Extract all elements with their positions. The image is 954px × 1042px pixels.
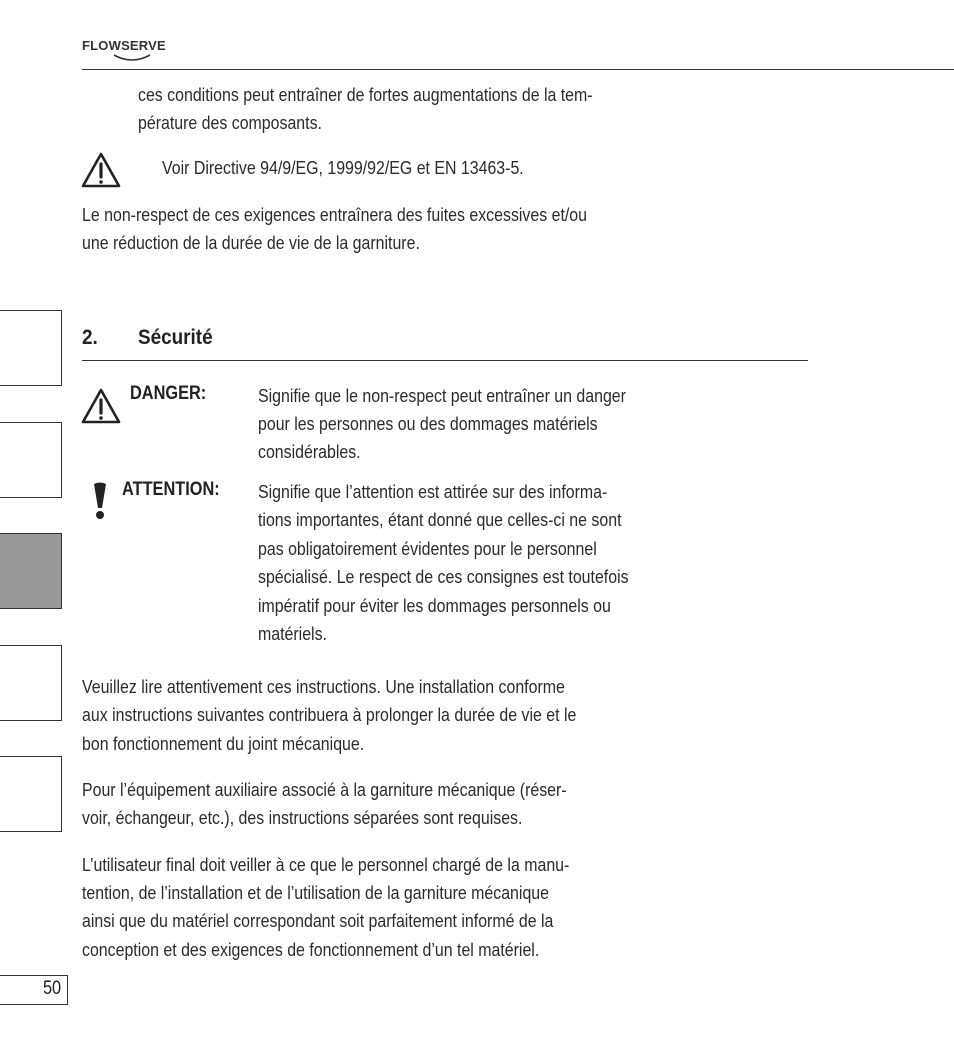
danger-line2: pour les personnes ou des dommages matériels	[258, 413, 598, 434]
attention-line5: impératif pour éviter les dommages personnels ou	[258, 595, 611, 616]
attention-line6: matériels.	[258, 623, 327, 644]
intro-continuation-line1: ces conditions peut entraîner de fortes augmentations de la tem-	[138, 84, 593, 105]
danger-triangle-icon	[80, 387, 122, 425]
danger-line1: Signifie que le non-respect peut entraîner un danger	[258, 385, 626, 406]
attention-line3: pas obligatoirement évidentes pour le personnel	[258, 538, 597, 559]
flowserve-logo: FLOWSERVE	[82, 38, 166, 53]
chapter-tab-3-active[interactable]	[0, 533, 62, 609]
chapter-tab-1[interactable]	[0, 310, 62, 386]
chapter-tab-2[interactable]	[0, 422, 62, 498]
intro-continuation-line2: pérature des composants.	[138, 112, 322, 133]
paragraph1-line2: aux instructions suivantes contribuera à prolonger la durée de vie et le	[82, 704, 577, 725]
paragraph2-line1: Pour l’équipement auxiliaire associé à la garniture mécanique (réser-	[82, 779, 567, 800]
paragraph2-line2: voir, échangeur, etc.), des instructions séparées sont requises.	[82, 807, 523, 828]
chapter-tab-4[interactable]	[0, 645, 62, 721]
warning-triangle-icon	[80, 151, 122, 189]
attention-exclamation-icon	[90, 481, 110, 521]
section-title: Sécurité	[138, 326, 213, 349]
danger-line3: considérables.	[258, 441, 361, 462]
section-heading-rule	[82, 360, 808, 361]
paragraph3-line4: conception et des exigences de fonctionnement d’un tel matériel.	[82, 939, 540, 960]
nonrespect-line2: une réduction de la durée de vie de la garniture.	[82, 232, 420, 253]
page-number: 50	[42, 978, 61, 999]
attention-line1: Signifie que l’attention est attirée sur des informa-	[258, 481, 608, 502]
paragraph3-line1: L’utilisateur final doit veiller à ce que le personnel chargé de la manu-	[82, 854, 570, 875]
paragraph3-line3: ainsi que du matériel correspondant soit parfaitement informé de la	[82, 910, 554, 931]
attention-label: ATTENTION:	[122, 479, 220, 500]
danger-label: DANGER:	[130, 383, 207, 404]
section-number: 2.	[82, 326, 98, 349]
paragraph1-line3: bon fonctionnement du joint mécanique.	[82, 733, 365, 754]
attention-line2: tions importantes, étant donné que celles-ci ne sont	[258, 509, 622, 530]
page-number-box	[0, 975, 68, 1005]
paragraph1-line1: Veuillez lire attentivement ces instructions. Une installation conforme	[82, 676, 565, 697]
directive-note: Voir Directive 94/9/EG, 1999/92/EG et EN 13463-5.	[162, 157, 524, 178]
logo-swoosh-icon	[112, 53, 152, 63]
attention-line4: spécialisé. Le respect de ces consignes est toutefois	[258, 566, 629, 587]
nonrespect-line1: Le non-respect de ces exigences entraînera des fuites excessives et/ou	[82, 204, 588, 225]
paragraph3-line2: tention, de l’installation et de l’utilisation de la garniture mécanique	[82, 882, 549, 903]
chapter-tab-5[interactable]	[0, 756, 62, 832]
header-rule	[82, 69, 954, 70]
